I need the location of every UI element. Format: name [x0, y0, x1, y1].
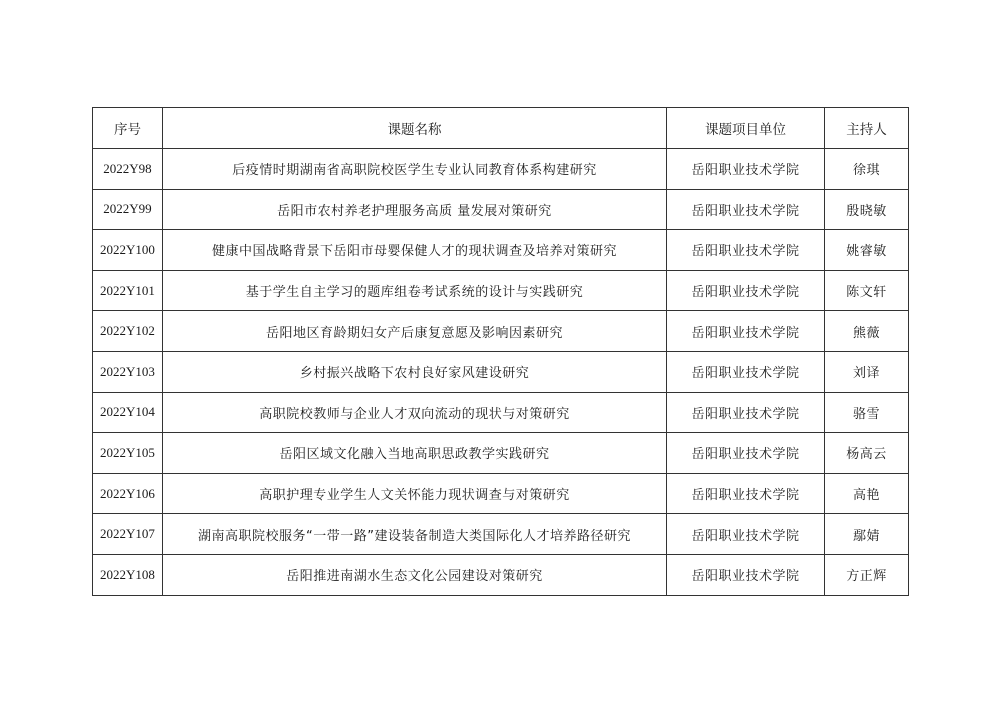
- serial-number-cell: 2022Y105: [93, 433, 163, 474]
- header-host: 主持人: [825, 108, 909, 149]
- project-unit-cell: 岳阳职业技术学院: [667, 311, 825, 352]
- table-row: [93, 433, 909, 474]
- project-title-cell: 后疫情时期湖南省高职院校医学生专业认同教育体系构建研究: [163, 149, 667, 190]
- header-project-title: 课题名称: [163, 108, 667, 149]
- table-row: [93, 392, 909, 433]
- host-cell: 高艳: [825, 473, 909, 514]
- serial-number-cell: 2022Y102: [93, 311, 163, 352]
- table-row: [93, 230, 909, 271]
- host-cell: 刘译: [825, 351, 909, 392]
- host-cell: 姚睿敏: [825, 230, 909, 271]
- serial-number-cell: 2022Y107: [93, 514, 163, 555]
- table-row: [93, 189, 909, 230]
- project-unit-cell: 岳阳职业技术学院: [667, 189, 825, 230]
- host-cell: 骆雪: [825, 392, 909, 433]
- project-unit-cell: 岳阳职业技术学院: [667, 554, 825, 595]
- table-row: [93, 554, 909, 595]
- table-body: [93, 149, 909, 596]
- project-title-cell: 岳阳区域文化融入当地高职思政教学实践研究: [163, 433, 667, 474]
- serial-number-cell: 2022Y101: [93, 270, 163, 311]
- header-project-unit: 课题项目单位: [667, 108, 825, 149]
- host-cell: 杨高云: [825, 433, 909, 474]
- host-cell: 陈文轩: [825, 270, 909, 311]
- serial-number-cell: 2022Y108: [93, 554, 163, 595]
- project-unit-cell: 岳阳职业技术学院: [667, 351, 825, 392]
- serial-number-cell: 2022Y106: [93, 473, 163, 514]
- host-cell: 殷晓敏: [825, 189, 909, 230]
- project-title-cell: 健康中国战略背景下岳阳市母婴保健人才的现状调查及培养对策研究: [163, 230, 667, 271]
- project-title-cell: 基于学生自主学习的题库组卷考试系统的设计与实践研究: [163, 270, 667, 311]
- project-unit-cell: 岳阳职业技术学院: [667, 473, 825, 514]
- host-cell: 方正辉: [825, 554, 909, 595]
- project-title-cell: 湖南高职院校服务“一带一路”建设装备制造大类国际化人才培养路径研究: [163, 514, 667, 555]
- host-cell: 鄢婧: [825, 514, 909, 555]
- header-serial-number: 序号: [93, 108, 163, 149]
- table-row: [93, 351, 909, 392]
- project-title-cell: 岳阳地区育龄期妇女产后康复意愿及影响因素研究: [163, 311, 667, 352]
- project-title-cell: 岳阳推进南湖水生态文化公园建设对策研究: [163, 554, 667, 595]
- table-header-row: [93, 108, 909, 149]
- project-unit-cell: 岳阳职业技术学院: [667, 514, 825, 555]
- table-row: [93, 473, 909, 514]
- table-row: [93, 149, 909, 190]
- serial-number-cell: 2022Y103: [93, 351, 163, 392]
- project-unit-cell: 岳阳职业技术学院: [667, 392, 825, 433]
- project-title-cell: 乡村振兴战略下农村良好家风建设研究: [163, 351, 667, 392]
- project-title-cell: 高职院校教师与企业人才双向流动的现状与对策研究: [163, 392, 667, 433]
- table-row: [93, 311, 909, 352]
- project-unit-cell: 岳阳职业技术学院: [667, 230, 825, 271]
- project-unit-cell: 岳阳职业技术学院: [667, 433, 825, 474]
- serial-number-cell: 2022Y98: [93, 149, 163, 190]
- serial-number-cell: 2022Y104: [93, 392, 163, 433]
- project-title-cell: 岳阳市农村养老护理服务高质 量发展对策研究: [163, 189, 667, 230]
- project-table: [92, 107, 909, 596]
- host-cell: 徐琪: [825, 149, 909, 190]
- serial-number-cell: 2022Y99: [93, 189, 163, 230]
- table-row: [93, 514, 909, 555]
- project-title-cell: 高职护理专业学生人文关怀能力现状调查与对策研究: [163, 473, 667, 514]
- project-unit-cell: 岳阳职业技术学院: [667, 149, 825, 190]
- project-unit-cell: 岳阳职业技术学院: [667, 270, 825, 311]
- serial-number-cell: 2022Y100: [93, 230, 163, 271]
- host-cell: 熊薇: [825, 311, 909, 352]
- table-row: [93, 270, 909, 311]
